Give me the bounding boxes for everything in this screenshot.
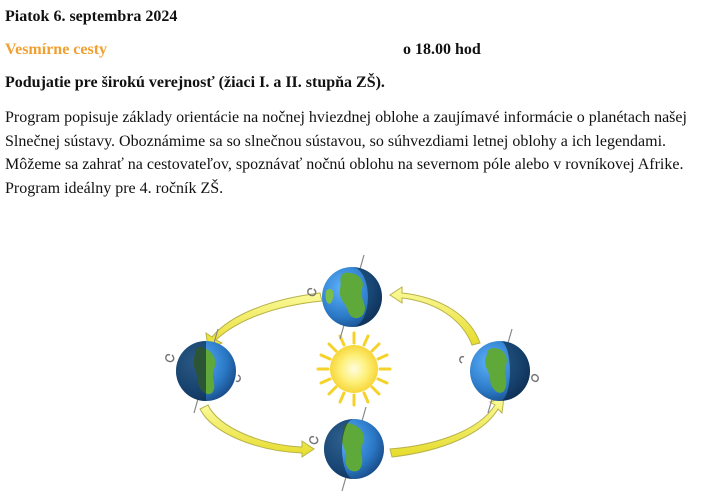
event-title: Vesmírne cesty xyxy=(5,41,108,58)
earth-orbit-illustration xyxy=(150,245,560,496)
earth-orbit-svg xyxy=(150,245,560,496)
earth-icon xyxy=(310,407,384,491)
event-date: Piatok 6. septembra 2024 xyxy=(5,8,178,25)
sun-icon xyxy=(318,333,390,405)
event-audience: Podujatie pre širokú verejnosť (žiaci I. a II. stupňa ZŠ). xyxy=(5,74,385,91)
earth-icon xyxy=(166,329,240,413)
event-description: Program popisuje základy orientácie na nočnej hviezdnej oblohe a zaujímavé informácie o planétach našej Slnečnej sústavy. Oboznámime sa so slnečnou sústavou, so súhvezdiami letnej oblohy a ich legendami. Môžeme sa zahrať na cestovateľov, spoznávať nočnú oblohu na severnom póle alebo v rovníkovej Afrike. Program ideálny pre 4. ročník ZŠ. xyxy=(5,109,687,197)
event-time: o 18.00 hod xyxy=(403,41,481,58)
